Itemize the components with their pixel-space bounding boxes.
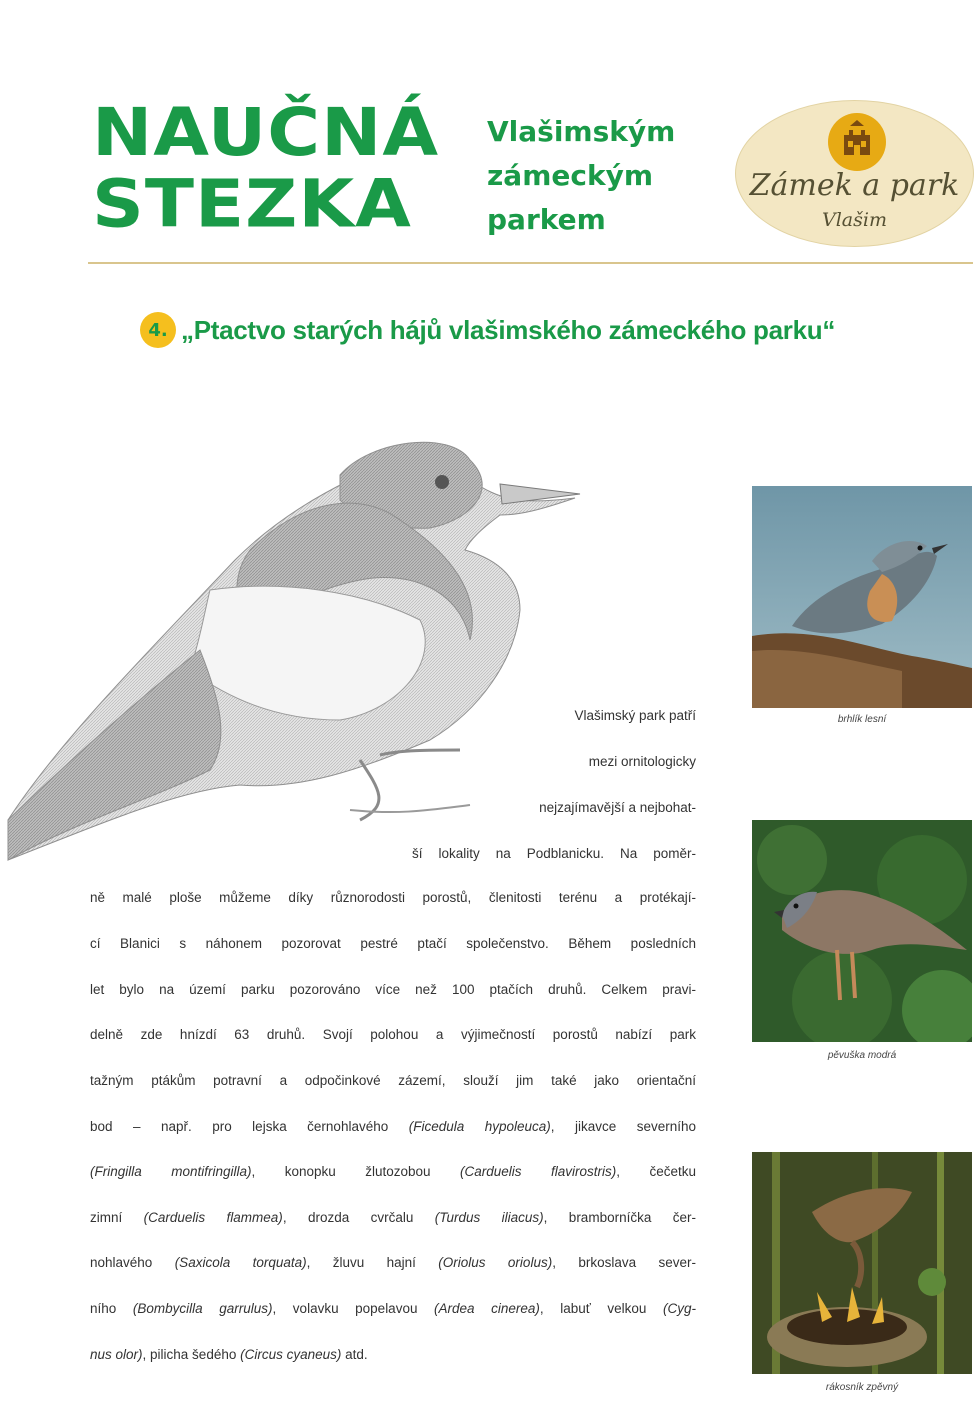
body-line <box>430 752 696 772</box>
body-text-segment: bod – např. pro lejska černohlavého <box>90 1119 409 1134</box>
body-text-segment: tažným ptákům potravní a odpočinkové zázemí, slouží jim také jako orientační <box>90 1073 696 1088</box>
body-text-segment: cí Blanici s náhonem pozorovat pestré ptačí společenstvo. Během posledních <box>90 936 696 951</box>
subtitle <box>487 110 675 242</box>
body-line <box>90 980 696 1000</box>
body-text-segment: , drozda cvrčalu <box>282 1210 435 1225</box>
title-line-2: STEZKA <box>92 165 412 243</box>
logo-text: Zámek a park <box>749 168 960 203</box>
body-text-segment: mezi ornitologicky <box>588 754 696 769</box>
body-line <box>412 844 696 864</box>
subtitle-line-1: Vlašimským <box>487 115 676 148</box>
latin-name: (Circus cyaneus) <box>240 1347 342 1362</box>
body-text-segment: let bylo na území parku pozorováno více než 100 ptačích druhů. Celkem pravi- <box>90 982 696 997</box>
latin-name: (Oriolus oriolus) <box>438 1255 553 1270</box>
body-line <box>90 1117 696 1137</box>
castle-emblem-icon <box>828 113 886 171</box>
title-line-1: NAUČNÁ <box>92 93 440 171</box>
body-text-segment: , bramborníčka čer- <box>543 1210 696 1225</box>
photo-dunnock <box>752 820 972 1042</box>
body-text-segment: , volavku popelavou <box>272 1301 435 1316</box>
body-text-segment: nohlavého <box>90 1255 175 1270</box>
body-line <box>430 706 696 726</box>
flycatcher-drawing <box>0 420 600 900</box>
body-line <box>90 1071 696 1091</box>
photo-caption: brhlík lesní <box>837 714 887 725</box>
body-text-segment: ší lokality na Podblanicku. Na poměr- <box>412 846 696 861</box>
body-line <box>90 1208 696 1228</box>
body-text-segment: , konopku žlutozobou <box>251 1164 461 1179</box>
body-line <box>430 798 696 818</box>
body-line <box>90 1162 696 1182</box>
latin-name: (Ardea cinerea) <box>434 1301 540 1316</box>
body-line <box>90 1345 368 1365</box>
latin-name: (Fringilla montifringilla) <box>90 1164 252 1179</box>
latin-name: (Turdus iliacus) <box>434 1210 544 1225</box>
body-text-segment: delně zde hnízdí 63 druhů. Svojí polohou a výjimečností porostů nabízí park <box>90 1027 696 1042</box>
body-text-segment: ně malé ploše můžeme díky různorodosti porostů, členitosti terénu a protékají- <box>90 890 696 905</box>
latin-name: (Carduelis flammea) <box>143 1210 283 1225</box>
body-text-segment: , labuť velkou <box>539 1301 664 1316</box>
photo-nuthatch <box>752 486 972 708</box>
latin-name: (Cyg- <box>663 1301 697 1316</box>
body-text-segment: , pilicha šedého <box>142 1347 241 1362</box>
section-title: „Ptactvo starých hájů vlašimského zámeckého parku“ <box>181 314 836 345</box>
section-heading <box>140 310 835 350</box>
latin-name: nus olor) <box>90 1347 143 1362</box>
latin-name: (Ficedula hypoleuca) <box>408 1119 551 1134</box>
body-text-segment: nejzajímavější a nejbohat- <box>539 800 696 815</box>
body-text-segment: zimní <box>90 1210 144 1225</box>
body-text-segment: , jikavce severního <box>550 1119 696 1134</box>
body-text-segment: , čečetku <box>616 1164 697 1179</box>
castle-logo <box>735 100 974 247</box>
photo-reed-warbler <box>752 1152 972 1374</box>
photo-caption: pěvuška modrá <box>827 1050 897 1061</box>
body-text-segment: , brkoslava sever- <box>552 1255 696 1270</box>
subtitle-line-2: zámeckým <box>487 159 654 192</box>
latin-name: (Bombycilla garrulus) <box>132 1301 273 1316</box>
subtitle-line-3: parkem <box>487 203 606 236</box>
body-line <box>90 1253 696 1273</box>
header-divider <box>88 262 973 264</box>
latin-name: (Carduelis flavirostris) <box>460 1164 617 1179</box>
body-text-segment: atd. <box>341 1347 368 1362</box>
latin-name: (Saxicola torquata) <box>174 1255 307 1270</box>
body-line <box>90 1299 696 1319</box>
logo-subtext: Vlašim <box>822 209 887 231</box>
main-title <box>92 93 440 243</box>
body-text-segment: Vlašimský park patří <box>574 708 696 723</box>
photo-caption: rákosník zpěvný <box>825 1382 899 1393</box>
body-line <box>90 934 696 954</box>
body-text-segment: , žluvu hajní <box>306 1255 439 1270</box>
body-text-segment: ního <box>90 1301 133 1316</box>
body-line <box>90 888 696 908</box>
section-number-badge: 4. <box>140 312 176 348</box>
body-line <box>90 1025 696 1045</box>
